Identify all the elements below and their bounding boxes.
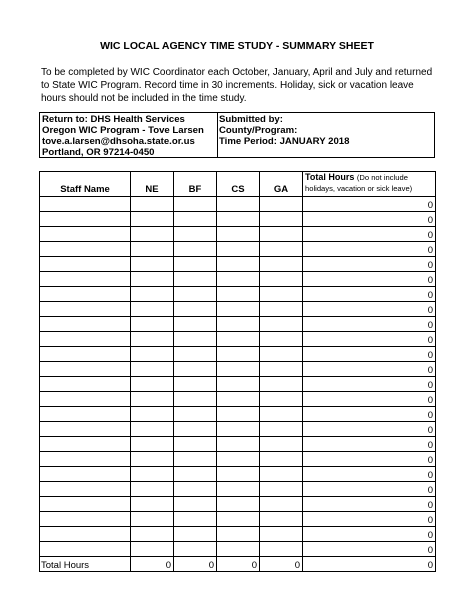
cs-cell[interactable] (217, 272, 260, 287)
total-cell: 0 (303, 287, 436, 302)
totals-row (40, 557, 436, 572)
total-cell: 0 (303, 332, 436, 347)
info-box (39, 112, 435, 158)
total-cell: 0 (303, 467, 436, 482)
header-staff-name: Staff Name (40, 172, 131, 197)
ga-cell[interactable] (260, 377, 303, 392)
table-row (40, 257, 436, 272)
staff-name-cell[interactable] (40, 542, 131, 557)
ga-cell[interactable] (260, 197, 303, 212)
total-cell: 0 (303, 527, 436, 542)
staff-name-cell[interactable] (40, 422, 131, 437)
ne-cell[interactable] (131, 497, 174, 512)
total-cell: 0 (303, 512, 436, 527)
bf-cell[interactable] (174, 467, 217, 482)
cs-cell[interactable] (217, 212, 260, 227)
cs-cell[interactable] (217, 197, 260, 212)
header-total-hours (303, 172, 436, 197)
table-row (40, 482, 436, 497)
staff-name-cell[interactable] (40, 482, 131, 497)
instructions-text: To be completed by WIC Coordinator each October, January, April and July and returned to State WIC Program. Record time in 30 increments. Holiday, sick or vacation leave hours should not be included in the time study. (41, 67, 433, 104)
totals-ne: 0 (131, 557, 174, 572)
cs-cell[interactable] (217, 332, 260, 347)
ne-cell[interactable] (131, 347, 174, 362)
staff-name-cell[interactable] (40, 467, 131, 482)
bf-cell[interactable] (174, 392, 217, 407)
header-bf: BF (174, 172, 217, 197)
bf-cell[interactable] (174, 512, 217, 527)
ne-cell[interactable] (131, 257, 174, 272)
table-row (40, 197, 436, 212)
table-row (40, 302, 436, 317)
totals-bf: 0 (174, 557, 217, 572)
header-ga: GA (260, 172, 303, 197)
ga-cell[interactable] (260, 272, 303, 287)
total-cell: 0 (303, 257, 436, 272)
bf-cell[interactable] (174, 497, 217, 512)
total-cell: 0 (303, 242, 436, 257)
ga-cell[interactable] (260, 407, 303, 422)
cs-cell[interactable] (217, 407, 260, 422)
cs-cell[interactable] (217, 287, 260, 302)
cs-cell[interactable] (217, 422, 260, 437)
staff-name-cell[interactable] (40, 212, 131, 227)
staff-name-cell[interactable] (40, 437, 131, 452)
ne-cell[interactable] (131, 272, 174, 287)
return-to-address: Portland, OR 97214-0450 (42, 147, 155, 158)
staff-name-cell[interactable] (40, 497, 131, 512)
total-cell: 0 (303, 227, 436, 242)
header-total-hours-label: Total Hours (305, 172, 355, 182)
table-row (40, 377, 436, 392)
ga-cell[interactable] (260, 362, 303, 377)
cs-cell[interactable] (217, 317, 260, 332)
return-to-section (40, 113, 218, 157)
bf-cell[interactable] (174, 527, 217, 542)
table-row (40, 512, 436, 527)
bf-cell[interactable] (174, 332, 217, 347)
ne-cell[interactable] (131, 332, 174, 347)
ga-cell[interactable] (260, 422, 303, 437)
staff-name-cell[interactable] (40, 527, 131, 542)
return-to-program: Oregon WIC Program - Tove Larsen (42, 125, 204, 136)
bf-cell[interactable] (174, 377, 217, 392)
table-row (40, 392, 436, 407)
bf-cell[interactable] (174, 257, 217, 272)
total-cell: 0 (303, 482, 436, 497)
staff-name-cell[interactable] (40, 317, 131, 332)
bf-cell[interactable] (174, 287, 217, 302)
ga-cell[interactable] (260, 497, 303, 512)
ne-cell[interactable] (131, 512, 174, 527)
ne-cell[interactable] (131, 212, 174, 227)
ga-cell[interactable] (260, 242, 303, 257)
staff-name-cell[interactable] (40, 302, 131, 317)
ga-cell[interactable] (260, 347, 303, 362)
bf-cell[interactable] (174, 242, 217, 257)
cs-cell[interactable] (217, 347, 260, 362)
ne-cell[interactable] (131, 197, 174, 212)
cs-cell[interactable] (217, 302, 260, 317)
total-cell: 0 (303, 197, 436, 212)
ga-cell[interactable] (260, 212, 303, 227)
cs-cell[interactable] (217, 362, 260, 377)
table-row (40, 407, 436, 422)
ga-cell[interactable] (260, 452, 303, 467)
return-to-line: Return to: DHS Health Services (42, 114, 185, 125)
ga-cell[interactable] (260, 257, 303, 272)
cs-cell[interactable] (217, 542, 260, 557)
cs-cell[interactable] (217, 482, 260, 497)
ga-cell[interactable] (260, 392, 303, 407)
total-cell: 0 (303, 347, 436, 362)
cs-cell[interactable] (217, 452, 260, 467)
ne-cell[interactable] (131, 422, 174, 437)
staff-name-cell[interactable] (40, 227, 131, 242)
table-row (40, 452, 436, 467)
ga-cell[interactable] (260, 302, 303, 317)
staff-name-cell[interactable] (40, 257, 131, 272)
table-row (40, 332, 436, 347)
cs-cell[interactable] (217, 257, 260, 272)
page-title: WIC LOCAL AGENCY TIME STUDY - SUMMARY SHEET (100, 40, 374, 52)
bf-cell[interactable] (174, 542, 217, 557)
total-cell: 0 (303, 392, 436, 407)
total-cell: 0 (303, 317, 436, 332)
ne-cell[interactable] (131, 452, 174, 467)
bf-cell[interactable] (174, 197, 217, 212)
total-cell: 0 (303, 362, 436, 377)
table-row (40, 212, 436, 227)
totals-ga: 0 (260, 557, 303, 572)
bf-cell[interactable] (174, 227, 217, 242)
table-row (40, 347, 436, 362)
bf-cell[interactable] (174, 422, 217, 437)
cs-cell[interactable] (217, 377, 260, 392)
total-cell: 0 (303, 377, 436, 392)
table-row (40, 437, 436, 452)
bf-cell[interactable] (174, 272, 217, 287)
ne-cell[interactable] (131, 392, 174, 407)
table-row (40, 467, 436, 482)
total-cell: 0 (303, 542, 436, 557)
staff-name-cell[interactable] (40, 377, 131, 392)
staff-name-cell[interactable] (40, 452, 131, 467)
table-row (40, 527, 436, 542)
total-cell: 0 (303, 407, 436, 422)
ga-cell[interactable] (260, 527, 303, 542)
table-header-row (40, 172, 436, 197)
cs-cell[interactable] (217, 242, 260, 257)
staff-name-cell[interactable] (40, 362, 131, 377)
cs-cell[interactable] (217, 527, 260, 542)
ne-cell[interactable] (131, 437, 174, 452)
staff-name-cell[interactable] (40, 332, 131, 347)
table-row (40, 242, 436, 257)
total-cell: 0 (303, 272, 436, 287)
header-ne: NE (131, 172, 174, 197)
ga-cell[interactable] (260, 467, 303, 482)
bf-cell[interactable] (174, 347, 217, 362)
totals-total: 0 (303, 557, 436, 572)
table-row (40, 497, 436, 512)
ne-cell[interactable] (131, 302, 174, 317)
table-row (40, 287, 436, 302)
ga-cell[interactable] (260, 332, 303, 347)
ne-cell[interactable] (131, 242, 174, 257)
county-program-field[interactable]: County/Program: (219, 125, 298, 136)
ne-cell[interactable] (131, 227, 174, 242)
submitted-section (217, 113, 434, 157)
ne-cell[interactable] (131, 362, 174, 377)
total-cell: 0 (303, 422, 436, 437)
cs-cell[interactable] (217, 227, 260, 242)
return-to-email: tove.a.larsen@dhsoha.state.or.us (42, 136, 195, 147)
staff-name-cell[interactable] (40, 392, 131, 407)
cs-cell[interactable] (217, 497, 260, 512)
ne-cell[interactable] (131, 317, 174, 332)
header-cs: CS (217, 172, 260, 197)
bf-cell[interactable] (174, 362, 217, 377)
table-row (40, 422, 436, 437)
ga-cell[interactable] (260, 512, 303, 527)
ne-cell[interactable] (131, 542, 174, 557)
ne-cell[interactable] (131, 407, 174, 422)
bf-cell[interactable] (174, 212, 217, 227)
totals-cs: 0 (217, 557, 260, 572)
staff-name-cell[interactable] (40, 407, 131, 422)
ne-cell[interactable] (131, 527, 174, 542)
ga-cell[interactable] (260, 287, 303, 302)
staff-name-cell[interactable] (40, 512, 131, 527)
staff-name-cell[interactable] (40, 197, 131, 212)
ga-cell[interactable] (260, 542, 303, 557)
bf-cell[interactable] (174, 452, 217, 467)
table-row (40, 272, 436, 287)
ne-cell[interactable] (131, 287, 174, 302)
cs-cell[interactable] (217, 392, 260, 407)
bf-cell[interactable] (174, 302, 217, 317)
ne-cell[interactable] (131, 377, 174, 392)
table-row (40, 542, 436, 557)
bf-cell[interactable] (174, 437, 217, 452)
cs-cell[interactable] (217, 512, 260, 527)
bf-cell[interactable] (174, 482, 217, 497)
total-cell: 0 (303, 437, 436, 452)
ga-cell[interactable] (260, 317, 303, 332)
cs-cell[interactable] (217, 437, 260, 452)
time-period-field[interactable]: Time Period: JANUARY 2018 (219, 136, 350, 147)
header-total-hours-note: (Do not include holidays, vacation or sick leave) (305, 173, 413, 193)
time-study-table (39, 171, 436, 572)
totals-label: Total Hours (40, 557, 131, 572)
bf-cell[interactable] (174, 317, 217, 332)
staff-name-cell[interactable] (40, 347, 131, 362)
staff-name-cell[interactable] (40, 272, 131, 287)
table-row (40, 227, 436, 242)
total-cell: 0 (303, 302, 436, 317)
ga-cell[interactable] (260, 227, 303, 242)
ga-cell[interactable] (260, 437, 303, 452)
table-row (40, 362, 436, 377)
total-cell: 0 (303, 452, 436, 467)
ga-cell[interactable] (260, 482, 303, 497)
ne-cell[interactable] (131, 467, 174, 482)
total-cell: 0 (303, 497, 436, 512)
cs-cell[interactable] (217, 467, 260, 482)
total-cell: 0 (303, 212, 436, 227)
ne-cell[interactable] (131, 482, 174, 497)
submitted-by-field[interactable]: Submitted by: (219, 114, 283, 125)
staff-name-cell[interactable] (40, 242, 131, 257)
bf-cell[interactable] (174, 407, 217, 422)
staff-name-cell[interactable] (40, 287, 131, 302)
table-row (40, 317, 436, 332)
